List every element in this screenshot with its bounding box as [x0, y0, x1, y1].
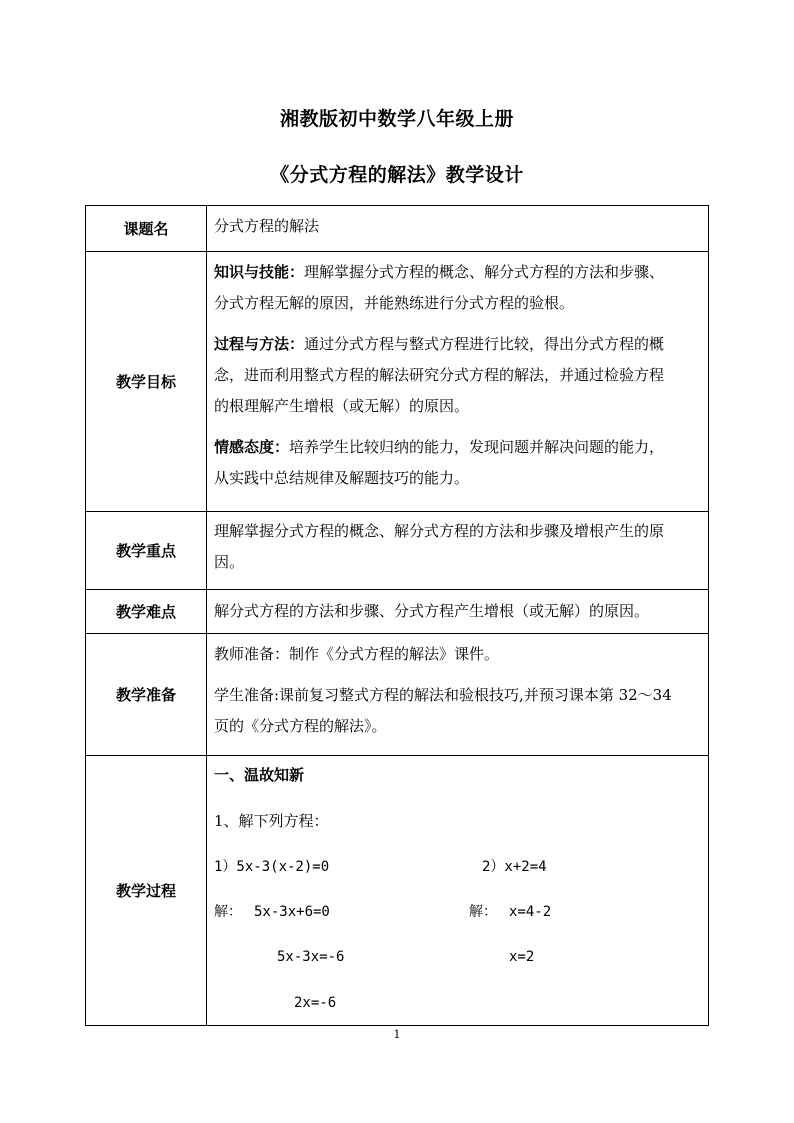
solution-a-step-3: 2x=-6 — [294, 995, 337, 1011]
goal-knowledge-text-1: 理解掌握分式方程的概念、解分式方程的方法和步骤、 — [304, 263, 665, 281]
table-row-prep — [86, 634, 709, 756]
equation-1: 1）5x-3(x-2)=0 — [214, 859, 330, 875]
document-subtitle: 《分式方程的解法》教学设计 — [270, 164, 524, 186]
row-label-difficult: 教学难点 — [86, 590, 207, 634]
process-question-1: 1、解下列方程： — [214, 812, 329, 830]
goal-process — [214, 329, 701, 422]
process-section-title: 一、温故知新 — [214, 766, 305, 784]
difficult-content — [207, 590, 709, 634]
goals-content — [207, 252, 709, 512]
row-label-key: 教学重点 — [86, 512, 207, 590]
goal-process-head: 过程与方法： — [214, 335, 305, 353]
prep-student-2: 页的《分式方程的解法》。 — [214, 717, 387, 735]
goal-knowledge — [214, 257, 701, 319]
table-row-goals — [86, 252, 709, 512]
goal-attitude-head: 情感态度： — [214, 438, 290, 456]
solution-b-step-1: x=4-2 — [509, 904, 552, 920]
key-content — [207, 512, 709, 590]
solution-b-step-2: x=2 — [509, 949, 535, 965]
lesson-plan-table — [85, 205, 709, 1026]
table-row-process — [86, 756, 709, 1026]
goal-process-text-3: 的根理解产生增根（或无解）的原因。 — [214, 397, 470, 415]
page-number: 1 — [393, 1028, 401, 1041]
goal-knowledge-head: 知识与技能： — [214, 263, 305, 281]
solution-label-b: 解： — [469, 904, 497, 920]
goal-knowledge-text-2: 分式方程无解的原因，并能熟练进行分式方程的验根。 — [214, 294, 575, 312]
prep-student — [214, 680, 701, 742]
row-label-prep: 教学准备 — [86, 634, 207, 756]
row-label-process: 教学过程 — [86, 756, 207, 1026]
prep-content — [207, 634, 709, 756]
equation-2: 2）x+2=4 — [482, 859, 547, 875]
document-title: 湘教版初中数学八年级上册 — [279, 108, 514, 130]
topic-text: 分式方程的解法 — [214, 217, 320, 235]
table-row-topic — [86, 206, 709, 252]
goal-attitude-text-2: 从实践中总结规律及解题技巧的能力。 — [214, 469, 470, 487]
solution-label-a: 解： — [214, 904, 242, 920]
goal-attitude — [214, 432, 701, 494]
goal-attitude-text-1: 培养学生比较归纳的能力，发现问题并解决问题的能力， — [289, 438, 665, 456]
goal-process-text-2: 念，进而利用整式方程的解法研究分式方程的解法，并通过检验方程 — [214, 366, 665, 384]
difficult-text: 解分式方程的方法和步骤、分式方程产生增根（或无解）的原因。 — [214, 602, 650, 620]
row-label-goals: 教学目标 — [86, 252, 207, 512]
key-text-1: 理解掌握分式方程的概念、解分式方程的方法和步骤及增根产生的原 — [214, 522, 665, 540]
goal-process-text-1: 通过分式方程与整式方程进行比较，得出分式方程的概 — [304, 335, 665, 353]
topic-value — [207, 206, 709, 252]
key-text-2: 因。 — [214, 553, 245, 571]
prep-student-1: 学生准备:课前复习整式方程的解法和验根技巧,并预习课本第 32～34 — [214, 686, 672, 704]
solution-a-step-2: 5x-3x=-6 — [277, 949, 345, 965]
table-row-difficult — [86, 590, 709, 634]
solution-a-step-1: 5x-3x+6=0 — [254, 904, 330, 920]
table-row-key — [86, 512, 709, 590]
row-label-topic: 课题名 — [86, 206, 207, 252]
process-content — [207, 756, 709, 1026]
prep-teacher: 教师准备：制作《分式方程的解法》课件。 — [214, 645, 500, 663]
